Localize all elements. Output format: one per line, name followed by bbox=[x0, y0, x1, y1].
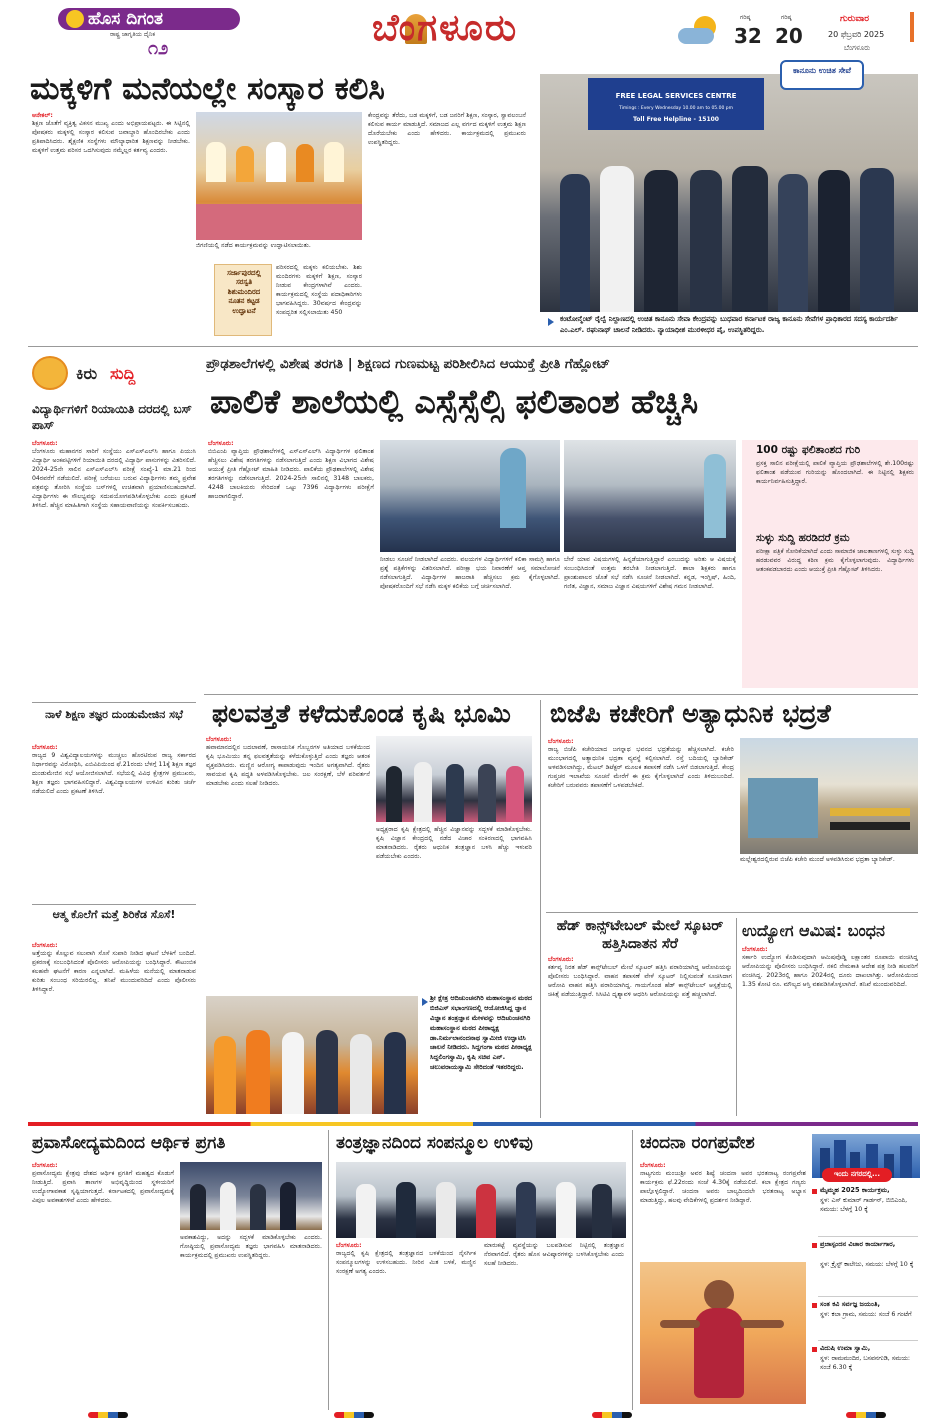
masthead-edge-bar bbox=[910, 12, 914, 42]
location-label: ಬೆಂಗಳೂರು bbox=[844, 44, 871, 52]
tourism-headline: ಪ್ರವಾಸೋದ್ಯಮದಿಂದ ಆರ್ಥಿಕ ಪ್ರಗತಿ bbox=[32, 1133, 226, 1153]
event-rule bbox=[818, 1340, 918, 1341]
date-label: 20 ಫೆಬ್ರವರಿ 2025 bbox=[828, 30, 885, 39]
event-bullet-icon bbox=[812, 1303, 817, 1308]
school-body-c: ಬೇರೆ ಯಾವ ವಿಷಯಗಳಲ್ಲಿ ಹಿನ್ನಡೆಯಾಗುತ್ತಿದ್ದಾರೆ ಎಂಬುದನ್ನು ಅರಿತು ಆ ವಿಷಯಕ್ಕೆ ಸಂಬಂಧಿಸಿದಂತೆ ಉತ್ತಮ ತರಬೇತಿ ನೀಡಲಾಗುತ್ತಿದೆ. ಶಾಲಾ ಶಿಕ್ಷಕರು ಹಾಗೂ ಪ್ರಾಂಶುಪಾಲರ ಜೊತೆ ಸಭೆ ನಡೆಸಿ ಸೂಚನೆ ನೀಡಲಾಗಿದೆ. ಕನ್ನಡ, ಇಂಗ್ಲಿಷ್, ಹಿಂದಿ, ಗಣಿತ, ವಿಜ್ಞಾನ, ಸಮಾಜ ವಿಜ್ಞಾನ ವಿಷಯಗಳಿಗೆ ವಿಶೇಷ ಗಮನ ನೀಡಲಾಗಿದೆ. bbox=[564, 556, 736, 590]
bjp-photo-caption: ಮಲ್ಲೇಶ್ವರದಲ್ಲಿರುವ ಬಿಜೆಪಿ ಕಚೇರಿ ಮುಂದೆ ಅಳವಡಿಸಿರುವ ಭದ್ರತಾ ಬ್ಯಾರಿಕೇಡ್. bbox=[740, 856, 895, 863]
kiru-rule-1 bbox=[32, 702, 196, 703]
job-body: ಸರ್ಕಾರಿ ಉದ್ಯೋಗ ಕೊಡಿಸುವುದಾಗಿ ಆಮಿಷವೊಡ್ಡಿ ಲಕ್ಷಾಂತರ ರೂಪಾಯಿ ವಂಚಿಸಿದ್ದ ಆರೋಪಿಯನ್ನು ಪೊಲೀಸರು ಬಂಧಿಸಿದ್ದಾರೆ. ನಕಲಿ ನೇಮಕಾತಿ ಆದೇಶ ಪತ್ರ ನೀಡಿ ಹಲವರಿಗೆ ವಂಚಿಸಿದ್ದ. 2023ರಲ್ಲಿ ಹಾಗೂ 2024ರಲ್ಲಿ ದೂರು ದಾಖಲಾಗಿತ್ತು. ಆರೋಪಿಯಿಂದ 1.35 ಕೋಟಿ ರೂ. ಮೌಲ್ಯದ ಆಸ್ತಿ ವಶಪಡಿಸಿಕೊಳ್ಳಲಾಗಿದೆ. ತನಿಖೆ ಮುಂದುವರಿದಿದೆ. bbox=[742, 954, 918, 988]
school-side-text-2: ಪರೀಕ್ಷಾ ಪತ್ರಿಕೆ ಸೋರಿಕೆಯಾಗಿದೆ ಎಂದು ಸಾಮಾಜಿಕ ಜಾಲತಾಣಗಳಲ್ಲಿ ಸುಳ್ಳು ಸುದ್ದಿ ಹರಡುವವರ ವಿರುದ್ಧ ಕಠಿಣ ಕ್ರಮ ಕೈಗೊಳ್ಳಲಾಗುವುದು. ವಿದ್ಯಾರ್ಥಿಗಳು ಆತಂಕಪಡಬಾರದು ಎಂದು ಆಯುಕ್ತೆ ಪ್ರೀತಿ ಗೆಹ್ಲೋಟ್ ತಿಳಿಸಿದರು. bbox=[756, 548, 914, 573]
legal-sign-line1: FREE LEGAL SERVICES CENTRE bbox=[615, 92, 737, 100]
legal-badge-text: ಕಾನೂನು ಉಚಿತ ಸೇವೆ bbox=[793, 66, 851, 75]
event-title: ವಿದುಷಿ ಉಮಾ ಸ್ವಾಮಿ, bbox=[820, 1344, 871, 1352]
agri-photo bbox=[376, 736, 532, 822]
events-header: ಇಂದು ನಗರದಲ್ಲಿ... bbox=[833, 1170, 880, 1178]
page-number: ೧೨ bbox=[148, 38, 169, 59]
legal-caption: ಕಂಟೋನ್ಮೆಂಟ್ ರೈಲ್ವೆ ನಿಲ್ದಾಣದಲ್ಲಿ ಉಚಿತ ಕಾನೂನು ಸೇವಾ ಕೇಂದ್ರವನ್ನು ಬುಧವಾರ ಕರ್ನಾಟಕ ರಾಜ್ಯ ಕಾನೂನು ಸೇವೆಗಳ ಪ್ರಾಧಿಕಾರದ ಸದಸ್ಯ ಕಾರ್ಯದರ್ಶಿ ಎಂ.ಎಲ್. ರಘುನಾಥ್ ಚಾಲನೆ ನೀಡಿದರು. ನ್ಯಾಯಾಧೀಶ ಮುರಳೀಧರ ಪೈ, ಉಪಸ್ಥಿತರಿದ್ದರು. bbox=[560, 315, 898, 334]
bottom-band bbox=[28, 1122, 918, 1126]
school-headline: ಪಾಲಿಕೆ ಶಾಲೆಯಲ್ಲಿ ಎಸ್ಸೆಸ್ಸೆಲ್ಸಿ ಫಲಿತಾಂಶ ಹೆಚ್ಚಿಸಿ bbox=[210, 382, 699, 421]
events-box bbox=[812, 1134, 920, 1410]
job-headline: ಉದ್ಯೋಗ ಆಮಿಷ: ಬಂಧನ bbox=[742, 921, 885, 940]
bjp-rule bbox=[546, 912, 918, 913]
lead-dateline: ಆನೇಕಲ್: bbox=[32, 112, 53, 119]
bjp-photo bbox=[740, 738, 918, 854]
event-detail: ಸ್ಥಳ: ಕ್ರೈಸ್ಟ್ ಕಾಲೇಜು, ಸಮಯ: ಬೆಳಗ್ಗೆ 10 ಕ್ಕೆ bbox=[820, 1261, 914, 1268]
bjp-headline: ಬಿಜೆಪಿ ಕಚೇರಿಗೆ ಅತ್ಯಾಧುನಿಕ ಭದ್ರತೆ bbox=[550, 699, 831, 728]
event-title: ಸಂತ ಕವಿ ಸರ್ವಜ್ಞ ಜಯಂತಿ, bbox=[820, 1300, 880, 1308]
weather-min-value: 20 bbox=[775, 24, 803, 48]
kiru-item3-dateline: ಬೆಂಗಳೂರು: bbox=[32, 942, 58, 949]
day-label: ಗುರುವಾರ bbox=[840, 14, 870, 24]
city-name: ಬೆಂಗಳೂರು bbox=[372, 6, 519, 49]
brand-name: ಹೊಸ ದಿಗಂತ bbox=[88, 9, 163, 29]
agri-body-b: ಅಧ್ಯಕ್ಷರಾದ ಕೃಷಿ ಕ್ಷೇತ್ರದಲ್ಲಿ ಹೆಚ್ಚಿನ ವಿಜ್ಞಾನವನ್ನು ಸದ್ಬಳಕೆ ಮಾಡಿಕೊಳ್ಳಬೇಕು. ಕೃಷಿ ವಿಜ್ಞಾನ ಕೇಂದ್ರದಲ್ಲಿ ನಡೆದ ವಿಚಾರ ಸಂಕಿರಣದಲ್ಲಿ ಭಾಗವಹಿಸಿ ಮಾತನಾಡಿದರು. ರೈತರು ಆಧುನಿಕ ತಂತ್ರಜ್ಞಾನ ಬಳಸಿ ಹೆಚ್ಚು ಇಳುವರಿ ಪಡೆಯಬೇಕು ಎಂದರು. bbox=[376, 826, 532, 860]
kiru-item1-title: ವಿದ್ಯಾರ್ಥಿಗಳಿಗೆ ರಿಯಾಯಿತಿ ದರದಲ್ಲಿ ಬಸ್ ಪಾಸ್ bbox=[32, 402, 192, 432]
events-header-pill bbox=[822, 1168, 892, 1182]
agri-dateline: ಬೆಂಗಳೂರು: bbox=[206, 736, 232, 743]
registration-marks-right bbox=[846, 1412, 886, 1418]
school-dateline: ಬೆಂಗಳೂರು: bbox=[208, 440, 234, 447]
event-title: ಮೈಮ್ಮಹ 2025 ಕಾರ್ಯಕ್ರಮ, bbox=[820, 1186, 890, 1194]
school-side-text-1: ಪ್ರಸಕ್ತ ಸಾಲಿನ ಪರೀಕ್ಷೆಯಲ್ಲಿ ಪಾಲಿಕೆ ವ್ಯಾಪ್ತಿಯ ಪ್ರೌಢಶಾಲೆಗಳಲ್ಲಿ ಶೇ.100ರಷ್ಟು ಫಲಿತಾಂಶ ಪಡೆಯುವ ಗುರಿಯನ್ನು ಹೊಂದಲಾಗಿದೆ. ಈ ನಿಟ್ಟಿನಲ್ಲಿ ಶಿಕ್ಷಕರು ಕಾರ್ಯನಿರ್ವಹಿಸುತ್ತಿದ್ದಾರೆ. bbox=[756, 460, 914, 485]
section-rule-2 bbox=[204, 694, 918, 695]
tourism-body-a: ಪ್ರವಾಸೋದ್ಯಮ ಕ್ಷೇತ್ರವು ದೇಶದ ಆರ್ಥಿಕ ಪ್ರಗತಿಗೆ ಮಹತ್ವದ ಕೊಡುಗೆ ನೀಡುತ್ತಿದೆ. ಪ್ರವಾಸಿ ತಾಣಗಳ ಅಭಿವೃದ್ಧಿಯಿಂದ ಸ್ಥಳೀಯರಿಗೆ ಉದ್ಯೋಗಾವಕಾಶ ಸೃಷ್ಟಿಯಾಗುತ್ತದೆ. ಕರ್ನಾಟಕದಲ್ಲಿ ಪ್ರವಾಸೋದ್ಯಮಕ್ಕೆ ವಿಪುಲ ಅವಕಾಶಗಳಿವೆ ಎಂದು ಹೇಳಿದರು. bbox=[32, 1170, 174, 1204]
event-title: ಪ್ರಜಾಸ್ಪಂದನ ವಿಚಾರ ಕಾರ್ಯಾಗಾರ, bbox=[820, 1240, 896, 1248]
legal-sign bbox=[588, 78, 764, 130]
agri-headline: ಫಲವತ್ತತೆ ಕಳೆದುಕೊಂಡ ಕೃಷಿ ಭೂಮಿ bbox=[212, 699, 511, 728]
event-bullet-icon bbox=[812, 1243, 817, 1248]
school-side-title-1: 100 ರಷ್ಟು ಫಲಿತಾಂಶದ ಗುರಿ bbox=[756, 444, 861, 456]
school-sidebar bbox=[742, 440, 918, 688]
job-dateline: ಬೆಂಗಳೂರು: bbox=[742, 946, 768, 953]
constable-dateline: ಬೆಂಗಳೂರು: bbox=[548, 956, 574, 963]
agri-event-photo bbox=[206, 996, 418, 1114]
legal-sign-line2: Timings : Every Wednesday 10.00 am to 05.00 pm bbox=[618, 106, 733, 111]
constable-body: ಕರ್ತವ್ಯ ನಿರತ ಹೆಡ್ ಕಾನ್ಸ್‌ಟೇಬಲ್ ಮೇಲೆ ಸ್ಕೂಟರ್ ಹತ್ತಿಸಿ ಪರಾರಿಯಾಗಿದ್ದ ಆರೋಪಿಯನ್ನು ಪೊಲೀಸರು ಬಂಧಿಸಿದ್ದಾರೆ. ವಾಹನ ತಪಾಸಣೆ ವೇಳೆ ಸ್ಕೂಟರ್ ನಿಲ್ಲಿಸುವಂತೆ ಸೂಚಿಸಿದಾಗ ಆರೋಪಿ ವಾಹನ ಹತ್ತಿಸಿ ಪರಾರಿಯಾಗಿದ್ದ. ಗಾಯಗೊಂಡ ಹೆಡ್ ಕಾನ್ಸ್‌ಟೇಬಲ್ ಆಸ್ಪತ್ರೆಯಲ್ಲಿ ಚಿಕಿತ್ಸೆ ಪಡೆಯುತ್ತಿದ್ದಾರೆ. ಸಿಸಿಟಿವಿ ದೃಶ್ಯಾವಳಿ ಆಧರಿಸಿ ಆರೋಪಿಯನ್ನು ಪತ್ತೆ ಹಚ್ಚಲಾಗಿದೆ. bbox=[548, 964, 732, 998]
brand-logo-icon bbox=[66, 10, 84, 28]
tech-body-b: ಮಾರುಕಟ್ಟೆ ವ್ಯವಸ್ಥೆಯನ್ನು ಬಲಪಡಿಸುವ ನಿಟ್ಟಿನಲ್ಲಿ ತಂತ್ರಜ್ಞಾನ ನೆರವಾಗಲಿದೆ. ರೈತರು ಹೊಸ ಆವಿಷ್ಕಾರಗಳನ್ನು ಬಳಸಿಕೊಳ್ಳಬೇಕು ಎಂದು ಸಲಹೆ ನೀಡಿದರು. bbox=[484, 1242, 624, 1267]
event-item bbox=[812, 1344, 920, 1404]
hand-icon bbox=[32, 356, 68, 390]
registration-marks-mid2 bbox=[592, 1412, 632, 1418]
school-side-title-2: ಸುಳ್ಳು ಸುದ್ದಿ ಹರಡಿದರೆ ಕ್ರಮ bbox=[756, 532, 850, 544]
tech-dateline: ಬೆಂಗಳೂರು: bbox=[336, 1242, 362, 1249]
dance-body: ನಾಟ್ಯಗುರು ಮಂಜುಶ್ರೀ ಅವರ ಶಿಷ್ಯೆ ಚಂದನಾ ಅವರ ಭರತನಾಟ್ಯ ರಂಗಪ್ರವೇಶ ಕಾರ್ಯಕ್ರಮ ಫೆ.22ರಂದು ಸಂಜೆ 4.30ಕ್ಕೆ ನಡೆಯಲಿದೆ. ಕಲಾ ಕ್ಷೇತ್ರದ ಗಣ್ಯರು ಪಾಲ್ಗೊಳ್ಳಲಿದ್ದಾರೆ. ಚಂದನಾ ಅವರು ಬಾಲ್ಯದಿಂದಲೇ ಭರತನಾಟ್ಯ ಅಭ್ಯಾಸ ಮಾಡುತ್ತಿದ್ದು, ಹಲವು ವೇದಿಕೆಗಳಲ್ಲಿ ಪ್ರದರ್ಶನ ನೀಡಿದ್ದಾರೆ. bbox=[640, 1170, 806, 1204]
legal-sign-line3: Toll Free Helpline - 15100 bbox=[633, 116, 719, 123]
lead-body-a: ಶಿಕ್ಷಣ ಜೊತೆಗೆ ವ್ಯಕ್ತಿತ್ವ ವಿಕಸನ ಮುಖ್ಯ ಎಂದು ಅಭಿಪ್ರಾಯಪಟ್ಟರು. ಈ ಸಿಟ್ಟಿನಲ್ಲಿ ಪೋಷಕರು ಮಕ್ಕಳಲ್ಲಿ ಸಂಸ್ಕಾರ ಕಲಿಸುವ ಜವಾಬ್ದಾರಿ ಹೊಂದಿರಬೇಕು ಎಂದು ಪ್ರತಿಪಾದಿಸಿದರು. ಶೈಕ್ಷಣಿಕ ಸಂಸ್ಥೆಗಳು ಮೌಲ್ಯಾಧಾರಿತ ಶಿಕ್ಷಣವನ್ನು ನೀಡಬೇಕು. ಮಕ್ಕಳಿಗೆ ಉತ್ತಮ ಪರಿಸರ ಒದಗಿಸುವುದು ನಮ್ಮೆಲ್ಲರ ಕರ್ತವ್ಯ ಎಂದರು. bbox=[32, 120, 190, 154]
event-bullet-icon bbox=[812, 1347, 817, 1352]
kiru-item3-body: ಅತ್ತೆಯನ್ನು ಕೊಲ್ಲುವ ಸಲುವಾಗಿ ಸೊಸೆ ಸುಪಾರಿ ನೀಡಿದ ಘಟನೆ ಬೆಳಕಿಗೆ ಬಂದಿದೆ. ಪ್ರಕರಣಕ್ಕೆ ಸಂಬಂಧಿಸಿದಂತೆ ಪೊಲೀಸರು ಆರೋಪಿಯನ್ನು ಬಂಧಿಸಿದ್ದಾರೆ. ಕೌಟುಂಬಿಕ ಕಲಹವೇ ಘಟನೆಗೆ ಕಾರಣ ಎನ್ನಲಾಗಿದೆ. ಮಹಿಳೆಯ ಮನೆಯಲ್ಲಿ ಮಾತನಾಡುವ ಕುರಿತು ಸಂಬಂಧ ಸರಿಯಿರಲಿಲ್ಲ. ತನಿಖೆ ಮುಂದುವರಿದಿದೆ ಎಂದು ಪೊಲೀಸರು ತಿಳಿಸಿದ್ದಾರೆ. bbox=[32, 950, 196, 993]
lead-headline: ಮಕ್ಕಳಿಗೆ ಮನೆಯಲ್ಲೇ ಸಂಸ್ಕಾರ ಕಲಿಸಿ bbox=[30, 71, 385, 107]
masthead bbox=[0, 0, 945, 66]
event-item bbox=[812, 1300, 920, 1340]
kiru-item2-body: ರಾಜ್ಯದ 9 ವಿಶ್ವವಿದ್ಯಾಲಯಗಳನ್ನು ಮುಚ್ಚಲು ಹೊರಟಿರುವ ರಾಜ್ಯ ಸರ್ಕಾರದ ನಿರ್ಧಾರವನ್ನು ವಿರೋಧಿಸಿ, ಎಬಿವಿಪಿಯಿಂದ ಫೆ.21ರಂದು ಬೆಳಗ್ಗೆ 11ಕ್ಕೆ ಶಿಕ್ಷಣ ತಜ್ಞರ ದುಂಡುಮೇಜಿನ ಸಭೆ ಆಯೋಜಿಸಲಾಗಿದೆ. ಸಭೆಯಲ್ಲಿ ವಿವಿಧ ಕ್ಷೇತ್ರಗಳ ಪ್ರಮುಖರು, ಶಿಕ್ಷಣ ತಜ್ಞರು ಭಾಗವಹಿಸಲಿದ್ದಾರೆ. ವಿಶ್ವವಿದ್ಯಾಲಯಗಳ ಉಳಿವಿನ ಕುರಿತು ಚರ್ಚೆ ನಡೆಯಲಿದೆ ಎಂದು ಪ್ರಕಟಣೆ ತಿಳಿಸಿದೆ. bbox=[32, 752, 196, 795]
kiru-item1-body: ಬೆಂಗಳೂರು ಮಹಾನಗರ ಸಾರಿಗೆ ಸಂಸ್ಥೆಯು ಎಸ್‌ಎಸ್‌ಎಲ್‌ಸಿ ಹಾಗೂ ಪಿಯುಸಿ ವಿದ್ಯಾರ್ಥಿ ಅಂಕಪಟ್ಟಿಗಳಿಗೆ ರಿಯಾಯಿತಿ ದರದಲ್ಲಿ ವಿದ್ಯಾರ್ಥಿ ಪಾಸುಗಳನ್ನು ವಿತರಿಸಲಿದೆ. 2024-25ನೇ ಸಾಲಿನ ಎಸ್‌ಎಸ್‌ಎಲ್‌ಸಿ ಪರೀಕ್ಷೆ ಸಂಖ್ಯೆ-1 ಮಾ.21 ರಿಂದ 04ರವರೆಗೆ ನಡೆಯಲಿದೆ. ಪರೀಕ್ಷೆ ಬರೆಯಲು ಬರುವ ವಿದ್ಯಾರ್ಥಿಗಳು ತಮ್ಮ ಪ್ರವೇಶ ಪತ್ರವನ್ನು ತೋರಿಸಿ ಸಂಸ್ಥೆಯ ಬಸ್‌ಗಳಲ್ಲಿ ಉಚಿತವಾಗಿ ಪ್ರಯಾಣಿಸಬಹುದಾಗಿದೆ. ವಿದ್ಯಾರ್ಥಿಗಳು ಈ ಸೌಲಭ್ಯವನ್ನು ಸದುಪಯೋಗಪಡಿಸಿಕೊಳ್ಳಬೇಕು ಎಂದು ಪ್ರಕಟಣೆ ತಿಳಿಸಿದೆ. ಹೆಚ್ಚಿನ ಮಾಹಿತಿಗಾಗಿ ಸಂಸ್ಥೆಯ ಸಹಾಯವಾಣಿಯನ್ನು ಸಂಪರ್ಕಿಸಬಹುದು. bbox=[32, 448, 196, 509]
kiru-item2-title: ನಾಳೆ ಶಿಕ್ಷಣ ತಜ್ಞರ ದುಂಡುಮೇಜಿನ ಸಭೆ bbox=[45, 708, 183, 721]
tech-headline: ತಂತ್ರಜ್ಞಾನದಿಂದ ಸಂಪನ್ಮೂಲ ಉಳಿವು bbox=[336, 1133, 533, 1153]
tourism-photo bbox=[180, 1162, 322, 1230]
weather-icon bbox=[678, 16, 722, 46]
bjp-body: ರಾಜ್ಯ ಬಿಜೆಪಿ ಕಚೇರಿಯಾದ ಜಗನ್ನಾಥ ಭವನದ ಭದ್ರತೆಯನ್ನು ಹೆಚ್ಚಿಸಲಾಗಿದೆ. ಕಚೇರಿ ಮುಂಭಾಗದಲ್ಲಿ ಅತ್ಯಾಧುನಿಕ ಭದ್ರತಾ ವ್ಯವಸ್ಥೆ ಕಲ್ಪಿಸಲಾಗಿದೆ. ರಸ್ತೆ ಬದಿಯಲ್ಲಿ ಬ್ಯಾರಿಕೇಡ್ ಅಳವಡಿಸಲಾಗಿದ್ದು, ಮೆಟಲ್ ಡಿಟೆಕ್ಟರ್ ಮೂಲಕ ತಪಾಸಣೆ ನಡೆಸಿ ಒಳಗೆ ಬಿಡಲಾಗುತ್ತಿದೆ. ಕೇಂದ್ರ ಗುಪ್ತಚರ ಇಲಾಖೆಯ ಸೂಚನೆ ಮೇರೆಗೆ ಈ ಕ್ರಮ ಕೈಗೊಳ್ಳಲಾಗಿದೆ ಎಂದು ತಿಳಿದುಬಂದಿದೆ. ಕಚೇರಿಗೆ ಬರುವವರು ತಪಾಸಣೆಗೆ ಒಳಪಡಬೇಕಿದೆ. bbox=[548, 746, 734, 789]
constable-divider bbox=[736, 918, 737, 1116]
legal-caption-icon bbox=[548, 318, 554, 326]
school-body-a: ಬಿಬಿಎಂಪಿ ವ್ಯಾಪ್ತಿಯ ಪ್ರೌಢಶಾಲೆಗಳಲ್ಲಿ ಎಸ್‌ಎಸ್‌ಎಲ್‌ಸಿ ವಿದ್ಯಾರ್ಥಿಗಳ ಫಲಿತಾಂಶ ಹೆಚ್ಚಿಸಲು ವಿಶೇಷ ತರಗತಿಗಳನ್ನು ನಡೆಸಲಾಗುತ್ತಿದೆ ಎಂದು ಶಿಕ್ಷಣ ವಿಭಾಗದ ವಿಶೇಷ ಆಯುಕ್ತೆ ಪ್ರೀತಿ ಗೆಹ್ಲೋಟ್ ಮಾಹಿತಿ ನೀಡಿದರು. ಪಾಲಿಕೆಯ ಪ್ರೌಢಶಾಲೆಗಳಲ್ಲಿ ವಿಶೇಷ ತರಗತಿಗಳನ್ನು ನಡೆಸಲಾಗುತ್ತಿದೆ. 2024-25ನೇ ಸಾಲಿನಲ್ಲಿ 3148 ಬಾಲಕರು, 4248 ಬಾಲಕಿಯರು ಸೇರಿದಂತೆ ಒಟ್ಟು 7396 ವಿದ್ಯಾರ್ಥಿಗಳು ಪರೀಕ್ಷೆಗೆ ಹಾಜರಾಗಲಿದ್ದಾರೆ. bbox=[208, 448, 374, 500]
suddi-label: ಸುದ್ದಿ bbox=[110, 364, 136, 383]
event-detail: ಸ್ಥಳ: ರಾಮಮಂದಿರ, ಬಸವನಗುಡಿ, ಸಮಯ: ಸಂಜೆ 6.30 ಕ್ಕೆ bbox=[820, 1355, 910, 1372]
lead-photo-caption: ಜಿಗಣಿಯಲ್ಲಿ ನಡೆದ ಕಾರ್ಯಕ್ರಮವನ್ನು ಉದ್ಘಾಟಿಸಲಾಯಿತು. bbox=[196, 242, 311, 249]
school-body-b: ನೀಡಲು ಸೂಚನೆ ನೀಡಲಾಗಿದೆ ಎಂದರು. ವಲಯಗಳ ವಿದ್ಯಾರ್ಥಿಗಳಿಗೆ ಕಲಿಕಾ ಸಾಮಗ್ರಿ ಹಾಗೂ ಪ್ರಶ್ನೆ ಪತ್ರಿಕೆಗಳನ್ನು ವಿತರಿಸಲಾಗಿದೆ. ಪರೀಕ್ಷಾ ಭಯ ನಿವಾರಣೆಗೆ ಆಪ್ತ ಸಮಾಲೋಚನೆ ನಡೆಸಲಾಗುತ್ತಿದೆ. ವಿದ್ಯಾರ್ಥಿಗಳ ಹಾಜರಾತಿ ಹೆಚ್ಚಿಸಲು ಕ್ರಮ ಕೈಗೊಳ್ಳಲಾಗಿದೆ. ಪೋಷಕರೊಂದಿಗೆ ಸಭೆ ನಡೆಸಿ ಮಕ್ಕಳ ಕಲಿಕೆಯ ಬಗ್ಗೆ ಚರ್ಚಿಸಲಾಗಿದೆ. bbox=[380, 556, 560, 590]
brand-tagline: ರಾಷ್ಟ್ರ ಜಾಗೃತಿಯ ದೈನಿಕ bbox=[110, 31, 156, 38]
agri-body-a: ಹವಾಮಾನದಲ್ಲಿನ ಬದಲಾವಣೆ, ರಾಸಾಯನಿಕ ಗೊಬ್ಬರಗಳ ಅತಿಯಾದ ಬಳಕೆಯಿಂದ ಕೃಷಿ ಭೂಮಿಯು ತನ್ನ ಫಲವತ್ತತೆಯನ್ನು ಕಳೆದುಕೊಳ್ಳುತ್ತಿದೆ ಎಂದು ತಜ್ಞರು ಆತಂಕ ವ್ಯಕ್ತಪಡಿಸಿದರು. ಮಣ್ಣಿನ ಆರೋಗ್ಯ ಕಾಪಾಡುವುದು ಇಂದಿನ ಅಗತ್ಯವಾಗಿದೆ. ರೈತರು ಸಾವಯವ ಕೃಷಿ ಪದ್ಧತಿ ಅಳವಡಿಸಿಕೊಳ್ಳಬೇಕು. ಜಲ ಸಂರಕ್ಷಣೆ, ಬೆಳೆ ಪರಿವರ್ತನೆ ಮಾಡಬೇಕು ಎಂದು ಸಲಹೆ ನೀಡಿದರು. bbox=[206, 744, 370, 787]
kiru-item1-dateline: ಬೆಂಗಳೂರು: bbox=[32, 440, 58, 447]
agri-event-caption: ಶ್ರೀ ಕ್ಷೇತ್ರ ಆದಿಚುಂಚನಗಿರಿ ಮಹಾಸಂಸ್ಥಾನ ಮಠದ ಬಿಜಿಎಸ್ ಸಭಾಂಗಣದಲ್ಲಿ ಆಯೋಜಿಸಿದ್ದ ಜ್ಞಾನ ವಿಜ್ಞಾನ ತಂತ್ರಜ್ಞಾನ ಮೇಳವನ್ನು ಆದಿಚುಂಚನಗಿರಿ ಮಹಾಸಂಸ್ಥಾನ ಮಠದ ಪೀಠಾಧ್ಯಕ್ಷ ಡಾ.ನಿರ್ಮಲಾನಂದನಾಥ ಸ್ವಾಮೀಜಿ ಉದ್ಘಾಟಿಸಿ ಚಾಲನೆ ನೀಡಿದರು. ಸಿದ್ದಗಂಗಾ ಮಠದ ಪೀಠಾಧ್ಯಕ್ಷ ಸಿದ್ದಲಿಂಗಸ್ವಾಮಿ, ಕೃಷಿ ಸಚಿವ ಎನ್. ಚಲುವರಾಯಸ್ವಾಮಿ ಸೇರಿದಂತೆ ಇತರರಿದ್ದರು. bbox=[430, 994, 533, 1072]
dance-photo bbox=[640, 1262, 806, 1404]
event-rule bbox=[818, 1296, 918, 1297]
bjp-dateline: ಬೆಂಗಳೂರು: bbox=[548, 738, 574, 745]
dance-dateline: ಬೆಂಗಳೂರು: bbox=[640, 1162, 666, 1169]
constable-headline: ಹೆಡ್ ಕಾನ್ಸ್‌ಟೇಬಲ್ ಮೇಲೆ ಸ್ಕೂಟರ್ ಹತ್ತಿಸಿದಾತನ ಸೆರೆ bbox=[556, 918, 724, 952]
school-kicker: ಪ್ರೌಢಶಾಲೆಗಳಲ್ಲಿ ವಿಶೇಷ ತರಗತಿ | ಶಿಕ್ಷಣದ ಗುಣಮಟ್ಟ ಪರಿಶೀಲಿಸಿದ ಆಯುಕ್ತೆ ಪ್ರೀತಿ ಗೆಹ್ಲೋಟ್ bbox=[206, 356, 610, 372]
lead-body-b: ಕೇಂದ್ರವನ್ನು ತೆರೆದು, ಬಡ ಮಕ್ಕಳಿಗೆ, ಬಡ ಜನರಿಗೆ ಶಿಕ್ಷಣ, ಸಂಸ್ಕಾರ, ಸ್ವಾವಲಂಬನೆ ಕಲಿಸುವ ಕಾರ್ಯ ಮಾಡುತ್ತಿದೆ. ಸಮಾಜದ ಎಲ್ಲ ವರ್ಗದ ಮಕ್ಕಳಿಗೆ ಉತ್ತಮ ಶಿಕ್ಷಣ ದೊರೆಯಬೇಕು ಎಂದು ಹೇಳಿದರು. ಕಾರ್ಯಕ್ರಮದಲ್ಲಿ ಪ್ರಮುಖರು ಉಪಸ್ಥಿತರಿದ್ದರು. bbox=[368, 112, 526, 146]
tech-photo bbox=[336, 1162, 626, 1238]
dance-headline: ಚಂದನಾ ರಂಗಪ್ರವೇಶ bbox=[640, 1133, 755, 1153]
school-photo-2 bbox=[564, 440, 736, 552]
registration-marks-left bbox=[88, 1412, 128, 1418]
tech-divider bbox=[632, 1130, 633, 1410]
section-rule-1 bbox=[28, 346, 918, 347]
lead-quote: ಸರ್ಜಾಪುರದಲ್ಲಿ ಸರಸ್ವತಿ ಶಿಶುಮಂದಿರದ ನೂತನ ಕಟ್ಟಡ ಉದ್ಘಾಟನೆ bbox=[227, 269, 261, 315]
agri-event-caption-icon bbox=[422, 998, 428, 1006]
kiru-suddi-label-box bbox=[30, 354, 190, 394]
tourism-body-b: ಅವಕಾಶವಿದ್ದು, ಅದನ್ನು ಸದ್ಬಳಕೆ ಮಾಡಿಕೊಳ್ಳಬೇಕು ಎಂದರು. ಗೋಷ್ಠಿಯಲ್ಲಿ ಪ್ರವಾಸೋದ್ಯಮ ತಜ್ಞರು ಭಾಗವಹಿಸಿ ಮಾತನಾಡಿದರು. ಕಾರ್ಯಕ್ರಮದಲ್ಲಿ ಪ್ರಮುಖರು ಉಪಸ್ಥಿತರಿದ್ದರು. bbox=[180, 1234, 322, 1259]
lead-quote-box bbox=[214, 264, 272, 336]
event-item bbox=[812, 1240, 920, 1288]
kiru-item2-dateline: ಬೆಂಗಳೂರು: bbox=[32, 744, 58, 751]
event-bullet-icon bbox=[812, 1189, 817, 1194]
event-item bbox=[812, 1186, 920, 1234]
event-rule bbox=[818, 1236, 918, 1237]
kiru-label: ಕಿರು bbox=[76, 364, 98, 383]
legal-photo bbox=[540, 74, 918, 312]
tech-body-a: ರಾಜ್ಯದಲ್ಲಿ ಕೃಷಿ ಕ್ಷೇತ್ರದಲ್ಲಿ ತಂತ್ರಜ್ಞಾನದ ಬಳಕೆಯಿಂದ ನೈಸರ್ಗಿಕ ಸಂಪನ್ಮೂಲಗಳನ್ನು ಉಳಿಸಬಹುದು. ನೀರಿನ ಮಿತ ಬಳಕೆ, ಮಣ್ಣಿನ ಸಂರಕ್ಷಣೆ ಅಗತ್ಯ ಎಂದರು. bbox=[336, 1250, 476, 1275]
school-photo-1 bbox=[380, 440, 560, 552]
weather-min-label: ಗರಿಷ್ಠ bbox=[781, 14, 792, 21]
tourism-dateline: ಬೆಂಗಳೂರು: bbox=[32, 1162, 58, 1169]
lead-body-c: ಪರಿಸರದಲ್ಲಿ ಮಕ್ಕಳು ಕಲಿಯಬೇಕು. ಶಿಶು ಮಂದಿರಗಳು ಮಕ್ಕಳಿಗೆ ಶಿಕ್ಷಣ, ಸಂಸ್ಕಾರ ನೀಡುವ ಕೇಂದ್ರಗಳಾಗಿವೆ ಎಂದರು. ಕಾರ್ಯಕ್ರಮದಲ್ಲಿ ಸಂಸ್ಥೆಯ ಪದಾಧಿಕಾರಿಗಳು ಭಾಗವಹಿಸಿದ್ದರು. 30ವರ್ಷದ ಕೇಂದ್ರವನ್ನು ಸಂಪದ್ಭರಿತ ಸಲ್ಲಿಸಲಾಯಿತು 450 bbox=[276, 264, 362, 316]
weather-max-label: ಗರಿಷ್ಠ bbox=[740, 14, 751, 21]
agri-divider bbox=[540, 700, 541, 1118]
weather-max-value: 32 bbox=[734, 24, 762, 48]
kiru-rule-2 bbox=[32, 904, 196, 905]
registration-marks-mid bbox=[334, 1412, 374, 1418]
legal-badge bbox=[780, 60, 864, 90]
lead-photo bbox=[196, 112, 362, 240]
tourism-divider bbox=[328, 1130, 329, 1410]
kiru-item3-title: ಆತ್ಮ ಕೊಲೆಗೆ ಮತ್ತೆ ಶಿರಿಕೆಡ ಸೊಸೆ! bbox=[52, 908, 176, 921]
event-detail: ಸ್ಥಳ: ಕಲಾ ಗ್ರಾಮ, ಸಮಯ: ಸಂಜೆ 6 ಗಂಟೆಗೆ bbox=[820, 1311, 912, 1318]
event-detail: ಸ್ಥಳ: ಎಸ್ ಕುಮಾರ್ ಗಾರ್ಡನ್, ಬಿಬಿಎಂಪಿ, ಸಮಯ: ಬೆಳಗ್ಗೆ 10 ಕ್ಕೆ bbox=[820, 1197, 908, 1214]
